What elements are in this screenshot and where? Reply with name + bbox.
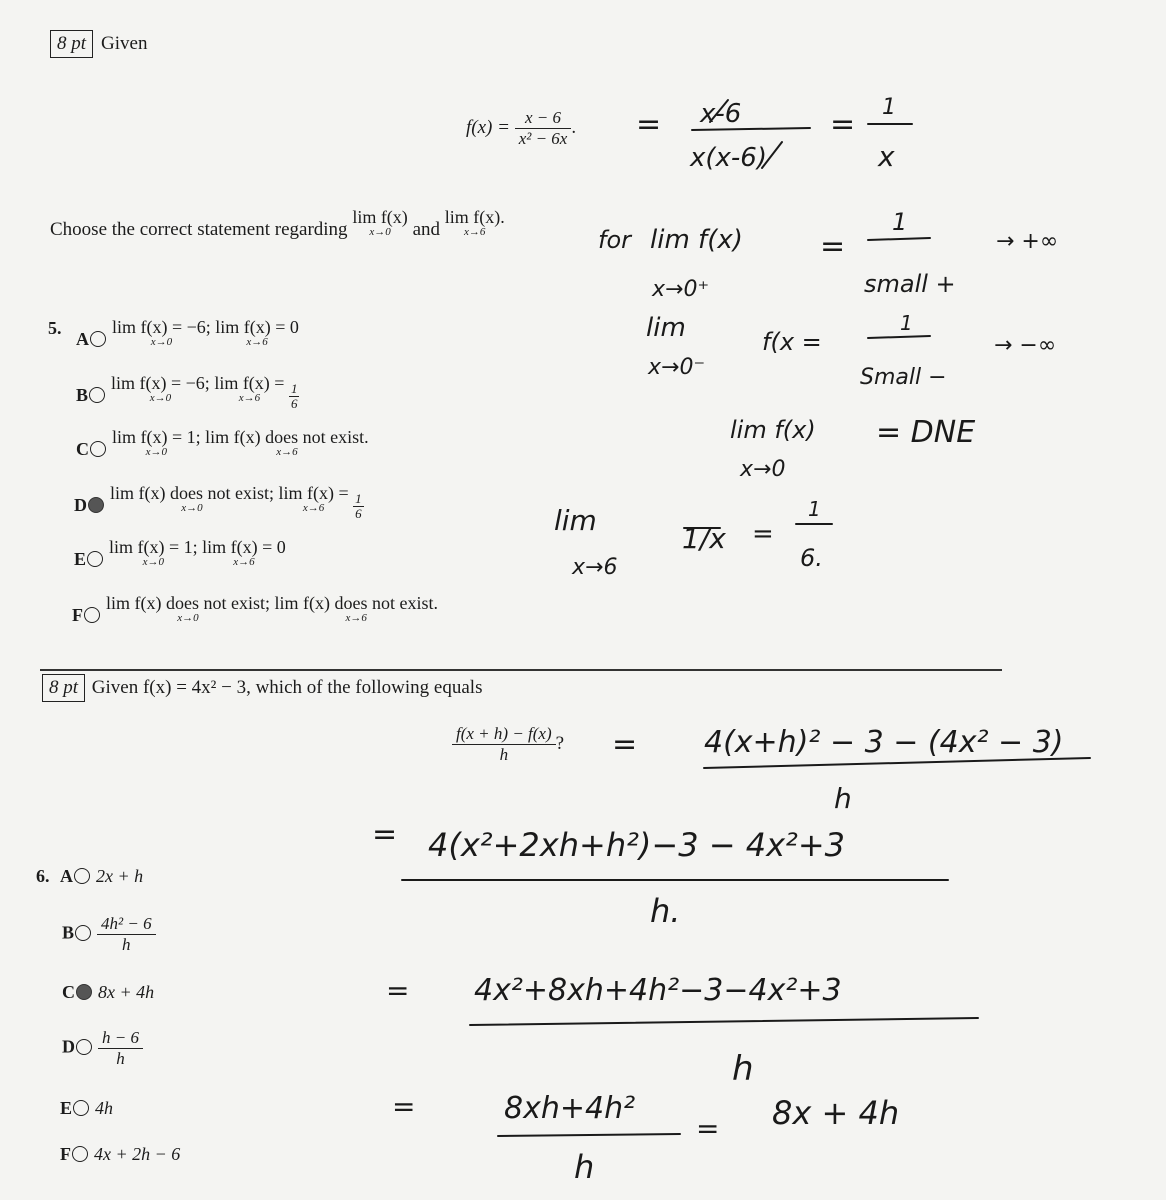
q5-points-box: 8 pt <box>50 30 93 58</box>
hw-lim6-eq: = <box>752 519 774 549</box>
q5-option-part1: lim f(x) = 1; <box>109 537 198 557</box>
hw-lim-left: lim <box>646 313 686 343</box>
q5-prompt-lim2: lim f(x). <box>444 207 505 227</box>
q5-option-letter: E <box>74 549 87 569</box>
hw-eq-a: = <box>820 229 846 264</box>
q5-option-sub2: x→6 <box>238 392 261 404</box>
q6-option-d-letter: D <box>62 1036 75 1057</box>
q6-option-e-text: 4h <box>95 1098 114 1118</box>
q6-option-d-den: h <box>116 1049 125 1068</box>
q6-option-c-letter: C <box>62 982 75 1002</box>
hw-bar-a <box>868 238 930 240</box>
hw-lim-right-sub: x→0⁺ <box>652 277 710 302</box>
q5-option-part1: lim f(x) does not exist; <box>106 593 270 613</box>
hw-lim-left-f: f(x = <box>762 328 822 356</box>
hw-lim-left-sub: x→0⁻ <box>648 355 706 380</box>
hw-d-eq: = <box>612 727 638 762</box>
hw-d3-den: h <box>732 1049 754 1089</box>
hw-lim6-res-num: 1 <box>808 497 821 521</box>
hw-simplify-eq2: = <box>830 107 856 142</box>
q5-option-letter: B <box>76 385 89 405</box>
q5-option-sub1: x→0 <box>181 502 203 514</box>
q5-option-letter: C <box>76 439 89 459</box>
hw-one-a: 1 <box>892 208 908 236</box>
hw-bar-b <box>868 336 930 338</box>
q5-prompt-sub2: x→6 <box>464 226 486 238</box>
q5-number-label: 5. <box>48 318 62 338</box>
q5-option-part1: lim f(x) = 1; <box>112 427 201 447</box>
q5-option-frac-num: 1 <box>355 491 362 507</box>
hw-to-inf: → +∞ <box>996 229 1059 254</box>
q5-option-frac-num: 1 <box>290 381 298 397</box>
hw-lim-both-sub: x→0 <box>740 457 786 482</box>
q5-option-frac-den: 6 <box>355 506 362 522</box>
hw-d3-eq: = <box>386 974 410 1007</box>
q5-prompt-and: and <box>412 219 440 240</box>
hw-d1-den: h <box>834 782 852 815</box>
q5-option-sub1: x→0 <box>142 556 165 568</box>
hw-d1-num: 4(x+h)² − 3 − (4x² − 3) <box>704 725 1064 760</box>
q5-option-letter: A <box>76 329 89 349</box>
hw-simplify-res-num: 1 <box>882 95 896 120</box>
q5-option-part2: lim f(x) does not exist. <box>205 427 369 447</box>
q5-option-sub2: x→6 <box>276 446 298 458</box>
q5-option-sub2: x→6 <box>246 336 268 348</box>
q5-option-part2: lim f(x) does not exist. <box>274 593 438 613</box>
hw-to-neg-inf: → −∞ <box>994 333 1057 358</box>
q5-option-part2: lim f(x) = <box>278 483 349 503</box>
q5-option-part1: lim f(x) = −6; <box>111 373 210 393</box>
q6-points-box: 8 pt <box>42 674 85 702</box>
q6-option-b-num: 4h² − 6 <box>97 914 156 935</box>
hw-bar-d4 <box>498 1134 680 1136</box>
q5-option-sub1: x→0 <box>149 392 172 404</box>
hw-d4-num: 8xh+4h² <box>504 1091 636 1126</box>
hw-lim6: lim <box>554 504 597 537</box>
q5-option-letter: F <box>72 605 83 625</box>
q5-option-sub2: x→6 <box>302 502 325 514</box>
hw-d4-eq2: = <box>696 1112 720 1145</box>
hw-small-minus: Small − <box>860 365 947 390</box>
q6-option-a-letter: A <box>60 866 73 886</box>
hw-d4-res: 8x + 4h <box>772 1094 900 1132</box>
q5-option-letter: D <box>74 495 87 515</box>
fx-denominator: x² − 6x <box>518 129 568 148</box>
q5-option-part1: lim f(x) = −6; <box>112 317 211 337</box>
q5-option-sub2: x→6 <box>345 612 367 624</box>
q6-option-f-letter: F <box>60 1144 71 1164</box>
q5-option-sub1: x→0 <box>145 446 168 458</box>
q6-option-b-letter: B <box>62 922 75 943</box>
q6-option-d-num: h − 6 <box>98 1028 143 1049</box>
q6-option-c-text: 8x + 4h <box>98 982 155 1002</box>
q5-prompt-lim1: lim f(x) <box>352 207 408 227</box>
fx-label: f(x) = <box>466 116 510 138</box>
hw-d2-den: h. <box>650 892 681 930</box>
hw-d4-eq: = <box>392 1090 416 1123</box>
hw-lim6-expr: 1/x <box>682 522 726 555</box>
q6-option-a-text: 2x + h <box>96 866 144 886</box>
hw-one-b: 1 <box>900 311 913 335</box>
hw-d2-eq: = <box>372 817 398 852</box>
q5-option-sub1: x→0 <box>177 612 199 624</box>
q5-option-part2: lim f(x) = 0 <box>215 317 299 337</box>
q5-option-part1: lim f(x) does not exist; <box>110 483 274 503</box>
q5-option-sub2: x→6 <box>233 556 255 568</box>
hw-lim6-res-den: 6. <box>800 544 823 572</box>
hw-d2-num: 4(x²+2xh+h²)−3 − 4x²+3 <box>428 826 846 864</box>
q5-prompt-text: Choose the correct statement regarding <box>50 219 348 240</box>
hw-simplify-res-den: x <box>878 140 895 173</box>
hw-bar-d3 <box>470 1018 978 1025</box>
dq-denominator: h <box>499 745 509 764</box>
q5-option-frac-den: 6 <box>290 396 298 412</box>
hw-d3-num: 4x²+8xh+4h²−3−4x²+3 <box>474 973 842 1008</box>
q5-option-sub1: x→0 <box>150 336 173 348</box>
q5-option-part2: lim f(x) = <box>214 373 285 393</box>
hw-d4-den: h <box>574 1148 595 1186</box>
hw-lim-both: lim f(x) <box>730 416 816 444</box>
hw-simplify-num: x-6 <box>700 99 742 129</box>
q5-function-definition: f(x) = $\frac{x - 6}{\text{x² − 6x}}$ . <box>466 108 577 148</box>
q6-number: 6. <box>36 866 50 886</box>
hw-lim-right: lim f(x) <box>650 225 743 255</box>
hw-dne: = DNE <box>876 415 976 450</box>
hw-small-plus: small + <box>864 270 956 298</box>
q5-given-label: Given <box>101 33 148 54</box>
q6-prompt: Given f(x) = 4x² − 3, which of the following equals <box>91 677 483 698</box>
hw-simplify-den: x(x-6) <box>690 143 767 173</box>
q5-prompt-sub1: x→0 <box>369 226 391 238</box>
hw-for: for <box>598 226 631 254</box>
q6-option-e-letter: E <box>60 1098 73 1118</box>
hw-lim6-sub: x→6 <box>572 555 618 580</box>
dq-question-mark: ? <box>555 732 565 754</box>
hw-simplify-eq: = <box>636 107 662 142</box>
q6-option-b-den: h <box>122 935 131 954</box>
fx-numerator: x − 6 <box>515 108 572 129</box>
q5-option-part2: lim f(x) = 0 <box>202 537 286 557</box>
q6-option-f-text: 4x + 2h − 6 <box>94 1144 181 1164</box>
dq-numerator: f(x + h) − f(x) <box>452 724 556 745</box>
